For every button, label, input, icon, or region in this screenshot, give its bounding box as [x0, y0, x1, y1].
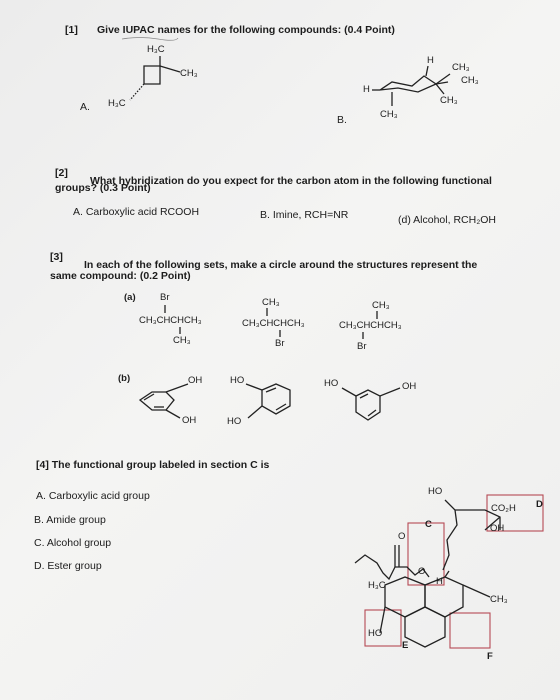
q3a-s3-bond-top: [374, 310, 380, 320]
q1a-h3c-top: H₃C: [147, 44, 165, 55]
q3-label-a: (a): [124, 292, 136, 303]
q4-mol-ho-bottom: HO: [368, 628, 383, 639]
q1-prompt: Give IUPAC names for the following compounds: (0.4 Point): [97, 24, 395, 36]
q1a-h3c-left: H₃C: [108, 98, 126, 109]
q2-number: [2]: [55, 167, 68, 179]
q3b-s3-ho: HO: [324, 378, 339, 389]
q1b-h-top: H: [427, 55, 434, 66]
q3b-s3-benzene-ring: [336, 382, 406, 428]
q4-mol-oh: OH: [490, 523, 505, 534]
q1a-ch3-right: CH₃: [180, 68, 198, 79]
q3-prompt-line1: In each of the following sets, make a circle around the structures represent the: [84, 259, 478, 271]
q3-label-b: (b): [118, 373, 131, 384]
q3a-s2-top: CH₃: [262, 297, 280, 308]
q3a-s3-bond-bottom: [360, 332, 366, 340]
q4-mol-label-d: D: [536, 499, 543, 510]
q3b-s2-benzene-ring: [240, 378, 300, 424]
q3a-s3-bottom: Br: [357, 341, 367, 352]
q4-option-d: D. Ester group: [34, 560, 102, 572]
q3b-s1-benzene-ring: [130, 380, 190, 424]
q3-number: [3]: [50, 251, 63, 263]
q4-mol-ho-top: HO: [428, 486, 443, 497]
q3b-s1-oh-top: OH: [188, 375, 203, 386]
q3a-s2-bottom: Br: [275, 338, 285, 349]
q3a-s2-bond-bottom: [277, 330, 283, 338]
q4-mol-h: H: [436, 576, 443, 587]
q1-number: [1]: [65, 24, 78, 36]
q4-title: [4] The functional group labeled in section C is: [36, 459, 270, 471]
q1a-cyclobutane-structure: [120, 50, 190, 110]
q3a-s1-main: CH₃CHCHCH₃: [139, 315, 202, 326]
q2-option-b: B. Imine, RCH=NR: [260, 209, 349, 221]
q4-mol-co2h: CO₂H: [491, 503, 516, 514]
q2-option-a: A. Carboxylic acid RCOOH: [73, 206, 200, 218]
q4-box-f: [450, 613, 490, 648]
q1-label-a: A.: [80, 101, 90, 113]
q3b-s1-oh-bottom: OH: [182, 415, 197, 426]
q4-mol-o-ring: O: [418, 566, 426, 577]
pen-scribble: [120, 36, 180, 42]
q1b-ch3-c: CH₃: [440, 95, 458, 106]
q3a-s1-bond-top: [162, 304, 168, 314]
q1b-ch3-bottom: CH₃: [380, 109, 398, 120]
q3b-s2-ho-bottom: HO: [227, 416, 242, 427]
q2-prompt-line1: What hybridization do you expect for the carbon atom in the following functional: [90, 175, 492, 187]
q4-mol-label-e: E: [402, 640, 409, 651]
q3b-s2-ho-top: HO: [230, 375, 245, 386]
q1-label-b: B.: [337, 114, 347, 126]
q3a-s1-bottom: CH₃: [173, 335, 191, 346]
q3a-s1-top: Br: [160, 292, 170, 303]
q1b-h-left: H: [363, 84, 370, 95]
q4-mol-h3c: H₃C: [368, 580, 386, 591]
q3a-s1-bond-bottom: [177, 327, 183, 335]
q4-mol-ch3: CH₃: [490, 594, 508, 605]
q1b-ch3-a: CH₃: [452, 62, 470, 73]
q3b-s3-oh: OH: [402, 381, 417, 392]
q1b-ch3-b: CH₃: [461, 75, 479, 86]
q3a-s2-main: CH₃CHCHCH₃: [242, 318, 305, 329]
q4-option-c: C. Alcohol group: [34, 537, 112, 549]
q2-option-d: (d) Alcohol, RCH₂OH: [398, 214, 497, 226]
q4-mol-o-carbonyl: O: [398, 531, 406, 542]
q4-mol-label-c: C: [425, 519, 432, 530]
q1b-chair-cyclohexane-structure: [370, 62, 460, 112]
q2-prompt-line2: groups? (0.3 Point): [55, 182, 151, 194]
q3-prompt-line2: same compound: (0.2 Point): [50, 270, 191, 282]
q3a-s2-bond-top: [264, 307, 270, 317]
q4-mol-label-f: F: [487, 651, 493, 662]
q4-option-b: B. Amide group: [34, 514, 106, 526]
q3a-s3-main: CH₃CHCHCH₃: [339, 320, 402, 331]
q4-option-a: A. Carboxylic acid group: [36, 490, 150, 502]
q3a-s3-top: CH₃: [372, 300, 390, 311]
